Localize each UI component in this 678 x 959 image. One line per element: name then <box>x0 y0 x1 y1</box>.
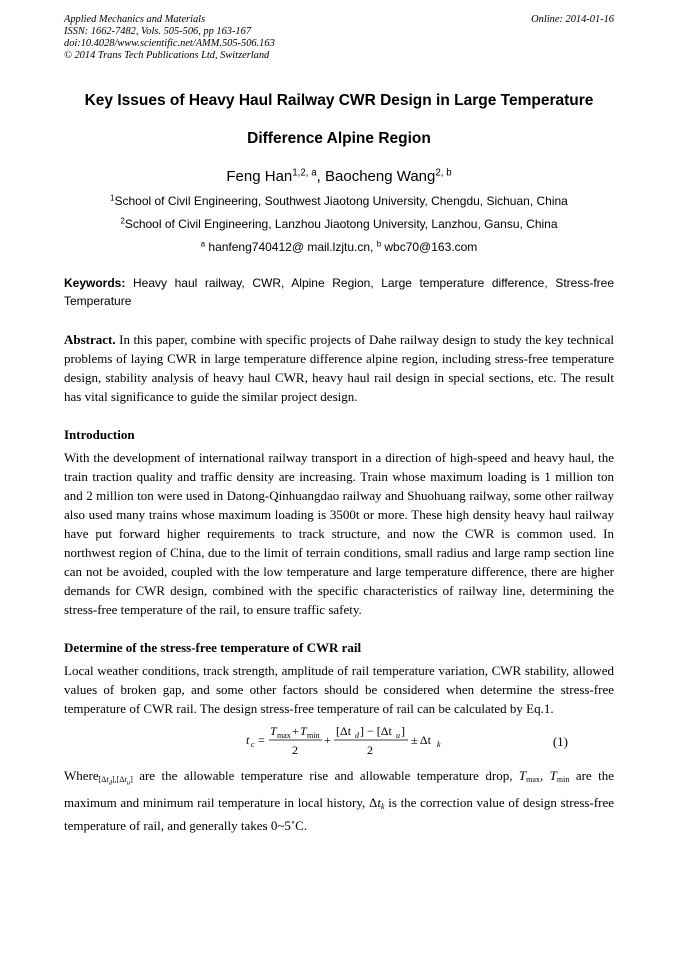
author-2: Baocheng Wang <box>325 168 436 185</box>
eq-dtu-sub: u <box>396 731 400 740</box>
abstract-label: Abstract. <box>64 332 116 347</box>
eq-tmin: T <box>300 724 307 738</box>
section-heading-introduction: Introduction <box>64 427 135 442</box>
author-2-affil: 2, b <box>435 167 452 179</box>
paper-title <box>64 82 614 158</box>
where-part-4: is the correction value of design stress-free temperature of rail, and generally takes 0~5˚C. <box>64 794 614 833</box>
where-lead: Where <box>64 768 99 783</box>
eq-denominator-2: 2 <box>367 743 373 757</box>
eq-pm-delta: ± Δt <box>411 733 431 747</box>
eq-dtd: [Δt <box>336 724 352 738</box>
eq-denominator-1: 2 <box>292 743 298 757</box>
email-a: hanfeng740412@ mail.lzjtu.cn, <box>205 240 377 254</box>
journal-header <box>64 14 614 62</box>
equation-graphic <box>64 720 614 760</box>
abstract-text: In this paper, combine with specific projects of Dahe railway design to study the key technical problems of laying CWR in large temperature difference alpine region, including stress-free temperature design, stability analysis of heavy haul CWR, heavy haul rail design in special sections, etc. The result has vital significance to guide the similar project design. <box>64 332 614 404</box>
eq-bracket-end: ] <box>401 724 405 738</box>
title-line-2: Difference Alpine Region <box>247 130 431 147</box>
eq-minus: ] − [Δt <box>360 724 392 738</box>
where-paragraph: $Where[\Delta t_d],[\Delta t_u]$ are the allowable temperature rise and allowable temperature drop, Tmax, Tmin are the maximum and minimum rail temperature in local history, Δtk is the correction value of design stress-free temperature of rail, and generally takes 0~5˚C. <box>64 768 615 833</box>
author-list <box>64 168 614 185</box>
eq-tmax-sub: max <box>277 731 291 740</box>
eq-tmin-sub: min <box>307 731 320 740</box>
email-line <box>64 240 614 254</box>
eq-lhs-sub: c <box>251 740 255 749</box>
email-b-mark: b <box>376 239 382 249</box>
eq-pm-sub: k <box>437 740 441 749</box>
email-a-mark: a <box>200 239 206 249</box>
copyright-line: © 2014 Trans Tech Publications Ltd, Switzerland <box>64 50 270 61</box>
affiliation-2 <box>64 217 614 231</box>
online-date: Online: 2014-01-16 <box>531 14 614 25</box>
eq-plus-2: + <box>324 733 331 747</box>
affiliation-1-text: School of Civil Engineering, Southwest Jiaotong University, Chengdu, Sichuan, China <box>114 194 568 208</box>
eq-dtd-sub: d <box>355 731 359 740</box>
section-heading-stress-free: Determine of the stress-free temperature of CWR rail <box>64 640 362 655</box>
paper-page <box>64 14 614 835</box>
keywords <box>64 274 614 310</box>
affiliation-1-num: 1 <box>110 193 115 203</box>
introduction-text: With the development of international railway transport in a direction of high-speed and heavy haul, the train traction quality and traffic density are increasing. Train whose maximum loading is 1 million ton and 2 million ton were used in Datong-Qinhuangdao railway and Shuohuang railway, some other railway also used many trains whose maximum loading is 3500t or more. These high density heavy haul railway have put forward higher requirements to track structure, and now the CWR is common used. In northwest region of China, due to the limit of terrain conditions, small radius and large ramp section line can not be avoided, coupled with the low temperature and large temperature difference, there are higher demands for CWR design, combined with the specific characteristics of railway line, determining the stress-free temperature of the rail, to ensure traffic safety. <box>64 450 614 617</box>
abstract <box>64 330 614 406</box>
stress-free-text: Local weather conditions, track strength, amplitude of rail temperature variation, CWR stability, allowed values of broken gap, and some other factors should be considered when determine the stress-free temperature of CWR rail. The design stress-free temperature of rail can be calculated by Eq.1. <box>64 663 614 716</box>
author-1: Feng Han <box>226 168 293 185</box>
affiliation-2-num: 2 <box>120 216 125 226</box>
affiliation-1 <box>64 194 614 208</box>
doi-line: doi:10.4028/www.scientific.net/AMM.505-506.163 <box>64 38 275 49</box>
email-b: wbc70@163.com <box>381 240 478 254</box>
author-1-affil: 1,2, a <box>292 167 317 179</box>
title-line-1: Key Issues of Heavy Haul Railway CWR Design in Large Temperature <box>84 92 594 109</box>
eq-tmax: T <box>270 724 277 738</box>
author-sep: , <box>316 168 325 185</box>
journal-name: Applied Mechanics and Materials <box>64 14 206 25</box>
where-part-2: are the allowable temperature rise and allowable temperature drop, <box>139 768 513 783</box>
keywords-label: Keywords: <box>64 276 126 290</box>
equation-1 <box>64 720 614 760</box>
keywords-text: Heavy haul railway, CWR, Alpine Region, Large temperature difference, Stress-free Temperature <box>64 276 614 308</box>
eq-equals: = <box>258 733 265 747</box>
issn-line: ISSN: 1662-7482, Vols. 505-506, pp 163-167 <box>64 26 252 37</box>
where-part-3: are the maximum and minimum rail temperature in local history, <box>64 768 615 810</box>
equation-number: (1) <box>552 734 568 749</box>
affiliation-2-text: School of Civil Engineering, Lanzhou Jiaotong University, Lanzhou, Gansu, China <box>124 217 558 231</box>
eq-plus: + <box>292 724 299 738</box>
eq-lhs: t <box>246 733 250 747</box>
